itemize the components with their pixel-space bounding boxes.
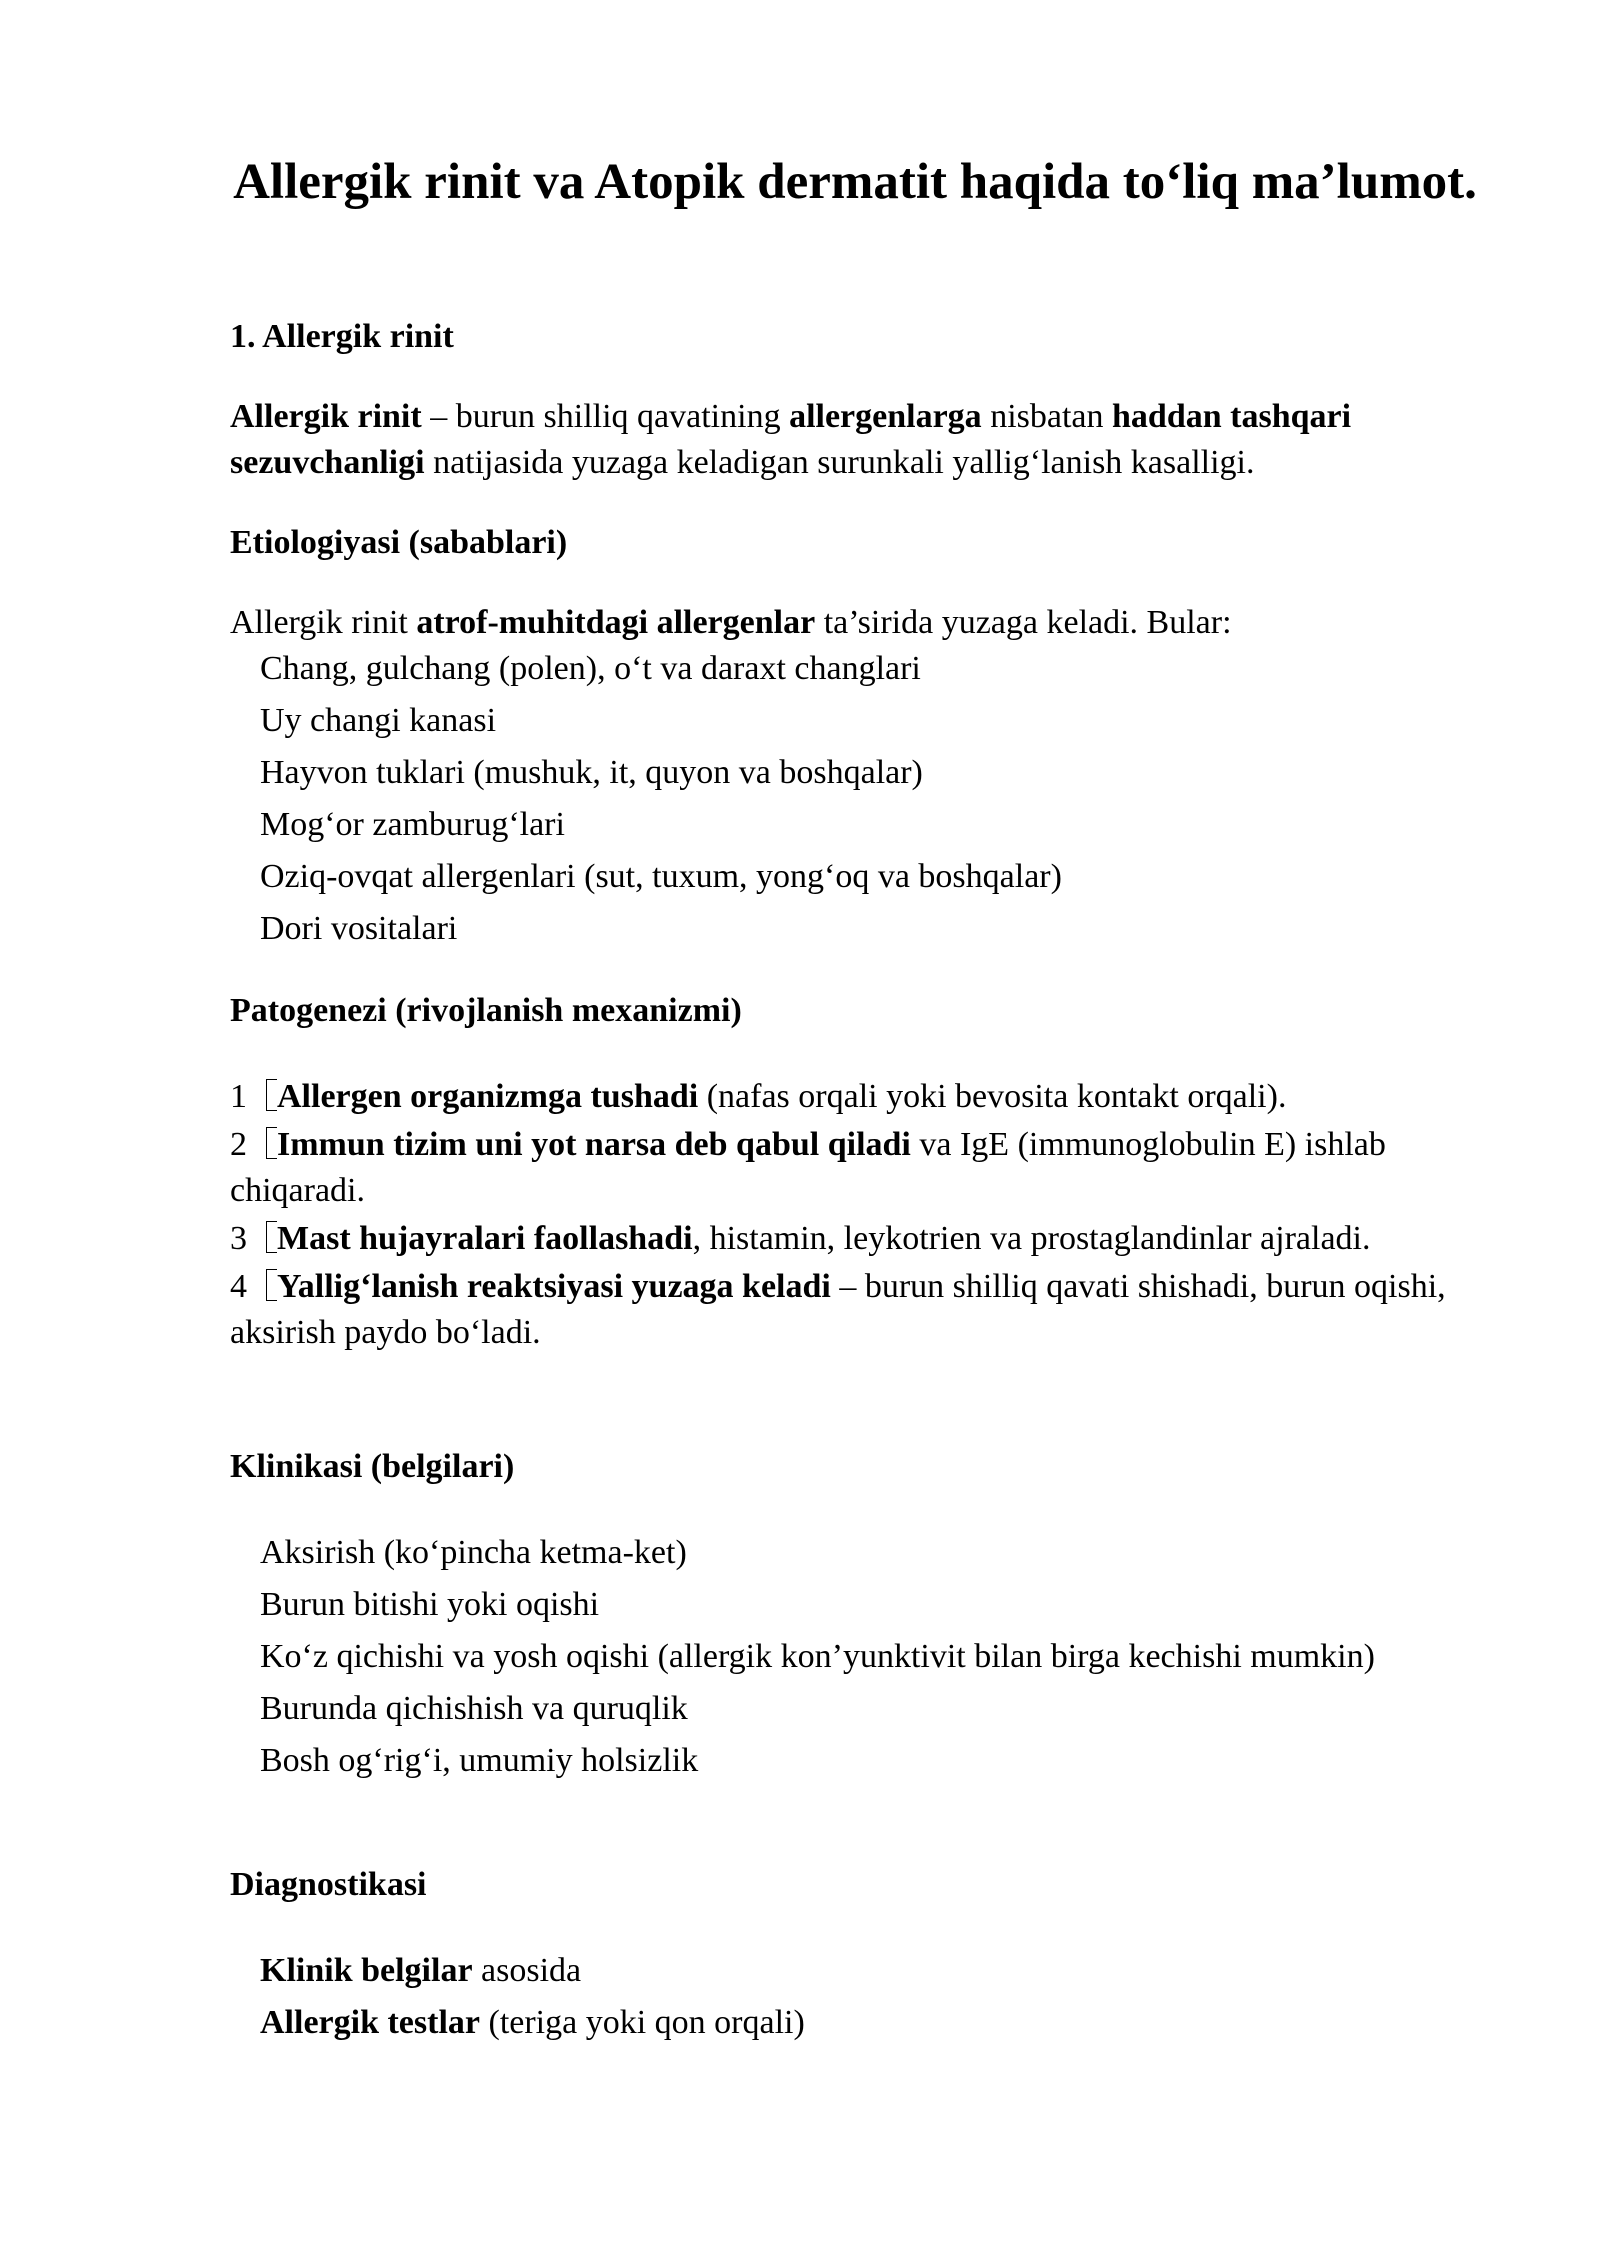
step-marker-icon [266,1079,277,1111]
diagnostics-list [230,1948,1480,2052]
definition-paragraph [230,394,1480,486]
list-item-text: Aksirish (ko‘pincha ketma-ket) [260,1534,687,1571]
list-item-text: (teriga yoki qon orqali) [480,2004,805,2041]
definition-text-3: natijasida yuzaga keladigan surunkali yallig‘lanish kasalligi. [424,444,1255,481]
list-item [230,1582,1480,1634]
step-number: 1 [230,1078,247,1115]
step-marker-icon [266,1269,277,1301]
step-text: va IgE (immunoglobulin E) ishlab chiqaradi. [230,1126,1386,1209]
list-item [230,1738,1480,1790]
section-heading-allergik-rinit: 1. Allergik rinit [230,318,454,355]
etiology-list [230,646,1480,958]
definition-term: Allergik rinit [230,398,422,435]
step-bold: Mast hujayralari faollashadi [277,1220,693,1257]
pathogenesis-step [230,1074,1480,1120]
list-item-text: Chang, gulchang (polen), o‘t va daraxt changlari [260,650,921,687]
section-heading-diagnostics: Diagnostikasi [230,1866,427,1903]
section-heading-pathogenesis: Patogenezi (rivojlanish mexanizmi) [230,992,742,1029]
list-item-text: Uy changi kanasi [260,702,497,739]
section-heading-clinic: Klinikasi (belgilari) [230,1448,515,1485]
step-number: 4 [230,1268,247,1305]
list-item-text: Mog‘or zamburug‘lari [260,806,565,843]
list-item-text: Burun bitishi yoki oqishi [260,1586,600,1623]
definition-bold-allergens: allergenlarga [789,398,982,435]
step-number: 2 [230,1126,247,1163]
list-item [230,854,1480,906]
etiology-intro [230,600,1480,646]
list-item [230,802,1480,854]
list-item-text: Dori vositalari [260,910,458,947]
step-bold: Yallig‘lanish reaktsiyasi yuzaga keladi [277,1268,831,1305]
clinic-list [230,1530,1480,1790]
list-item [230,1686,1480,1738]
section-heading-etiology: Etiologiyasi (sabablari) [230,524,568,561]
list-item-text: Burunda qichishish va quruqlik [260,1690,688,1727]
definition-bold-sensitivity: haddan tashqari sezuvchanligi [230,398,1352,481]
pathogenesis-step [230,1216,1480,1262]
etiology-intro-text-2: ta’sirida yuzaga keladi. Bular: [815,604,1232,641]
list-item [230,698,1480,750]
list-item-text: Oziq-ovqat allergenlari (sut, tuxum, yong‘oq va boshqalar) [260,858,1062,895]
step-bold: Allergen organizmga tushadi [277,1078,699,1115]
list-item [230,1948,1480,2000]
list-item-text: Ko‘z qichishi va yosh oqishi (allergik kon’yunktivit bilan birga kechishi mumkin) [260,1638,1375,1675]
step-text: – burun shilliq qavati shishadi, burun oqishi, aksirish paydo bo‘ladi. [230,1268,1446,1351]
step-text: , histamin, leykotrien va prostaglandinlar ajraladi. [692,1220,1371,1257]
step-marker-icon [266,1221,277,1253]
list-item [230,1634,1480,1680]
step-text: (nafas orqali yoki bevosita kontakt orqali). [698,1078,1287,1115]
step-bold: Immun tizim uni yot narsa deb qabul qiladi [277,1126,911,1163]
pathogenesis-step [230,1122,1480,1214]
list-item [230,2000,1480,2052]
etiology-intro-text-1: Allergik rinit [230,604,417,641]
step-number: 3 [230,1220,247,1257]
step-marker-icon [266,1127,277,1159]
etiology-intro-bold: atrof-muhitdagi allergenlar [416,604,816,641]
pathogenesis-steps [230,1074,1480,1356]
list-item-bold: Allergik testlar [260,2004,480,2041]
pathogenesis-step [230,1264,1480,1356]
list-item-text: Bosh og‘rig‘i, umumiy holsizlik [260,1742,699,1779]
list-item-text: Hayvon tuklari (mushuk, it, quyon va boshqalar) [260,754,923,791]
list-item [230,750,1480,802]
list-item [230,646,1480,698]
list-item-text: asosida [472,1952,582,1989]
document-title: Allergik rinit va Atopik dermatit haqida to‘liq ma’lumot. [233,154,1477,210]
definition-text-2: nisbatan [981,398,1112,435]
list-item [230,1530,1480,1582]
list-item [230,906,1480,958]
definition-text-1: – burun shilliq qavatining [421,398,790,435]
list-item-bold: Klinik belgilar [260,1952,473,1989]
